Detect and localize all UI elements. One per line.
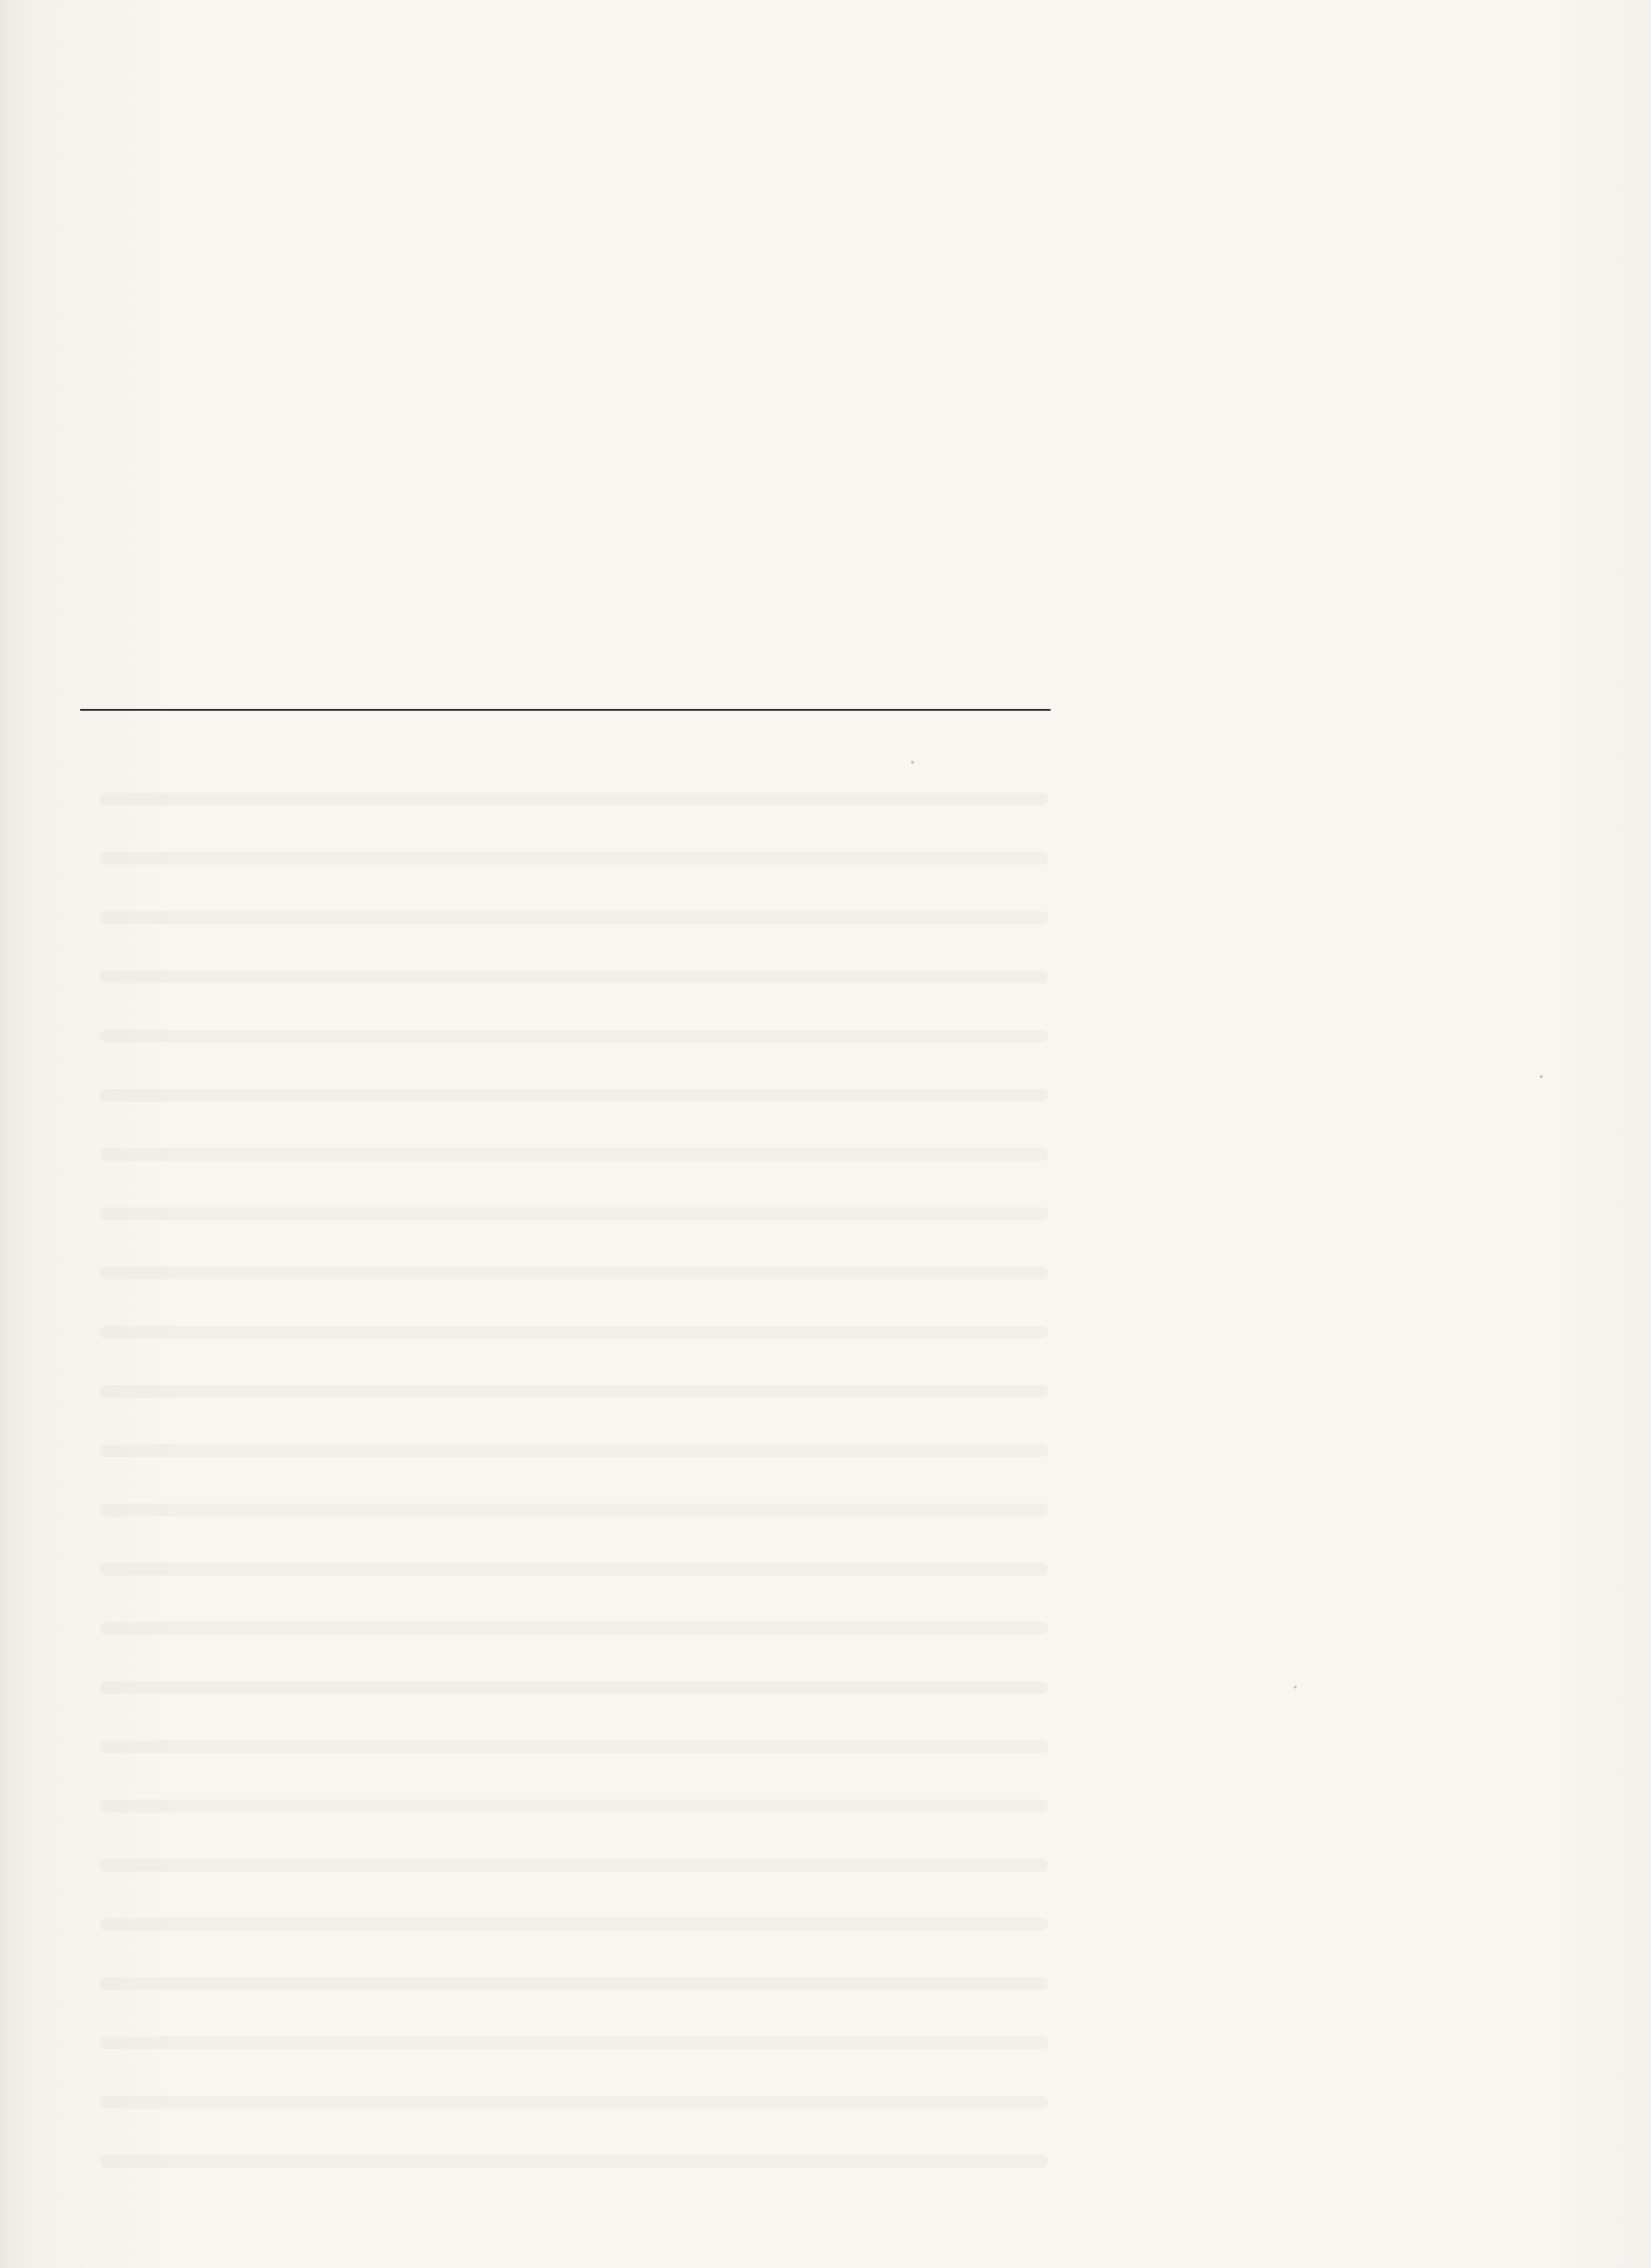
bleed-through-line — [100, 1089, 1048, 1102]
bleed-through-line — [100, 1800, 1048, 1812]
heading-divider — [80, 709, 1051, 711]
bleed-through-line — [100, 1267, 1048, 1279]
bleed-through-line — [100, 1326, 1048, 1339]
bleed-through-line — [100, 1622, 1048, 1635]
bleed-through-line — [100, 2096, 1048, 2109]
bleed-through-line — [100, 1207, 1048, 1220]
bleed-through-line — [100, 1740, 1048, 1753]
bleed-through-line — [100, 852, 1048, 865]
bleed-through-line — [100, 1977, 1048, 1990]
bleed-through-line — [100, 1503, 1048, 1516]
bleed-through-line — [100, 970, 1048, 983]
bleed-through-line — [100, 1030, 1048, 1042]
paper-speck — [1540, 1075, 1543, 1078]
bleed-through-line — [100, 2037, 1048, 2049]
bleed-through-line — [100, 1385, 1048, 1398]
bleed-through-line — [100, 1681, 1048, 1694]
bleed-through-line — [100, 1918, 1048, 1931]
bleed-through-line — [100, 1563, 1048, 1575]
paper-speck — [1294, 1686, 1297, 1688]
bleed-through-line — [100, 1148, 1048, 1161]
bleed-through-line — [100, 911, 1048, 924]
bleed-through-line — [100, 1859, 1048, 1872]
bleed-through-line — [100, 1444, 1048, 1457]
bleed-through-line — [100, 2155, 1048, 2168]
paper-speck — [911, 761, 914, 764]
bleed-through-line — [100, 793, 1048, 806]
